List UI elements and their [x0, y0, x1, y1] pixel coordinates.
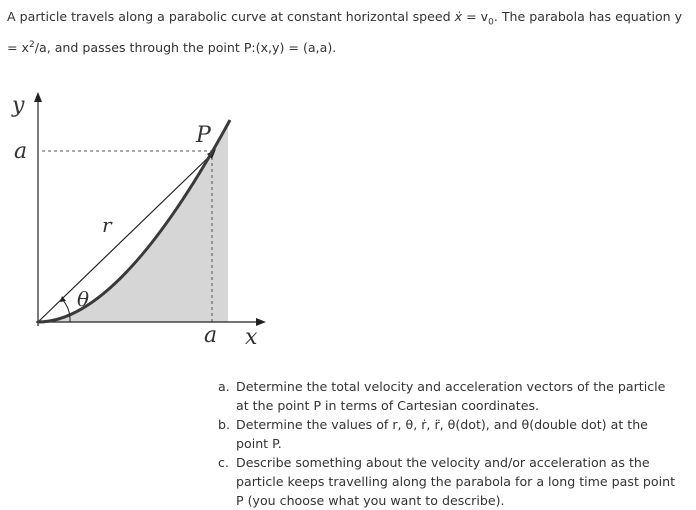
intro-line-2: = $x^2/a$, and passes through the point P:(x,y) = (a,a).: [7, 39, 337, 55]
label-a-x: a: [204, 323, 218, 348]
shaded-region: [38, 124, 228, 322]
label-r: r: [102, 213, 112, 237]
question-text: Describe something about the velocity and/or acceleration as the particle keeps travelling along the parabola for a long time past point P (you choose what you want to describe).: [236, 455, 676, 508]
problem-intro: [7, 6, 687, 59]
question-list: [218, 377, 680, 510]
question-marker: c.: [218, 455, 229, 470]
question-a: [218, 377, 680, 415]
x-axis-arrow: [256, 318, 266, 326]
question-marker: b.: [218, 417, 230, 432]
label-theta: θ: [77, 287, 90, 311]
label-y-axis: y: [12, 93, 25, 118]
label-a-y: a: [14, 139, 28, 164]
label-point-p: P: [196, 123, 211, 148]
question-marker: a.: [218, 379, 230, 394]
label-x-axis: x: [245, 325, 258, 350]
question-c: [218, 453, 680, 510]
question-b: [218, 415, 680, 453]
question-text: Determine the values of r, θ, ṙ, r̈, θ(dot), and θ(double dot) at the point P.: [236, 417, 648, 451]
question-text: Determine the total velocity and acceleration vectors of the particle at the point P in terms of Cartesian coordinates.: [236, 379, 666, 413]
intro-line-1: A particle travels along a parabolic curve at constant horizontal speed ẋ = $v_0$. The parabola has equation y: [7, 9, 683, 28]
angle-arc-arrow: [60, 296, 66, 302]
y-axis-arrow: [34, 92, 42, 102]
parabola-diagram: [0, 88, 290, 358]
